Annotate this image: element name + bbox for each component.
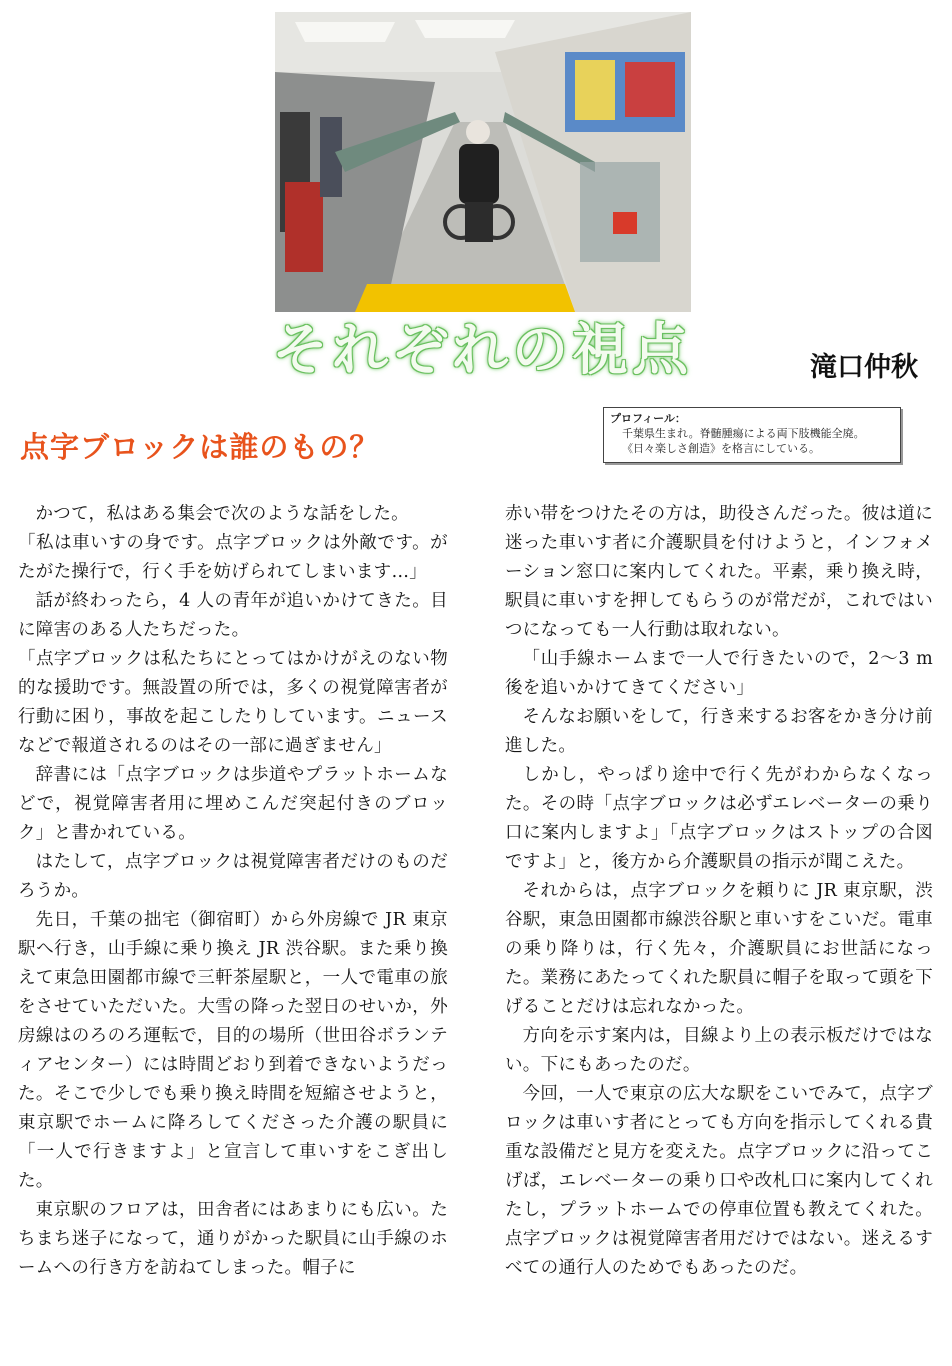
- paragraph: しかし，やっぱり途中で行く先がわからなくなった。その時「点字ブロックは必ずエレベーターの乗り口に案内しますよ」「点字ブロックはストップの合図ですよ」と，後方から介護駅員の指示が聞こえた。: [505, 765, 933, 872]
- paragraph: 今回，一人で東京の広大な駅をこいでみて，点字ブロックは車いす者にとっても方向を指示してくれる貴重な設備だと見方を変えた。点字ブロックに沿ってこげば，エレベーターの乗り口や改札口に案内してくれたし，プラットホームでの停車位置も教えてくれた。点字ブロックは視覚障害者用だけではない。迷えるすべての通行人のためでもあったのだ。: [505, 1084, 933, 1278]
- station-photo: [275, 12, 691, 312]
- paragraph: 「山手線ホームまで一人で行きたいので，2〜3 m 後を追いかけてきてください」: [505, 649, 933, 698]
- profile-heading: プロフィール：: [610, 412, 686, 425]
- paragraph: 東京駅のフロアは，田舎者にはあまりにも広い。たちまち迷子になって，通りがかった駅員に山手線のホームへの行き方を訪ねてしまった。帽子に: [18, 1200, 448, 1278]
- article-column-left: [18, 500, 448, 1283]
- paragraph: 「私は車いすの身です。点字ブロックは外敵です。がたがた操行で，行く手を妨げられてしまいます…」: [18, 533, 448, 582]
- profile-line: 《日々楽しさ創造》を格言にしている。: [622, 442, 820, 455]
- profile-box: [603, 407, 901, 463]
- paragraph: 先日，千葉の拙宅（御宿町）から外房線で JR 東京駅へ行き，山手線に乗り換え JR 渋谷駅。また乗り換えて東急田園都市線で三軒茶屋駅と，一人で電車の旅をさせていただいた。大雪の降った翌日のせいか，外房線はのろのろ運転で，目的の場所（世田谷ボランティアセンター）には時間どおり到着できないようだった。そこで少しでも乗り換え時間を短縮させようと，東京駅でホームに降ろしてくださった介護の駅員に「一人で行きますよ」と宣言して車いすをこぎ出した。: [18, 910, 448, 1191]
- paragraph: かつて，私はある集会で次のような話をした。: [35, 504, 409, 524]
- series-title: それぞれの視点: [272, 318, 692, 383]
- paragraph: 方向を示す案内は，目線より上の表示板だけではない。下にもあったのだ。: [505, 1026, 933, 1075]
- paragraph: 赤い帯をつけたその方は，助役さんだった。彼は道に迷った車いす者に介護駅員を付けようと，インフォメーション窓口に案内してくれた。平素，乗り換え時，駅員に車いすを押してもらうのが常だが，これではいつになっても一人行動は取れない。: [505, 504, 933, 640]
- paragraph: そんなお願いをして，行き来するお客をかき分け前進した。: [505, 707, 933, 756]
- paragraph: はたして，点字ブロックは視覚障害者だけのものだろうか。: [18, 852, 448, 901]
- paragraph: 話が終わったら，4 人の青年が追いかけてきた。目に障害のある人たちだった。: [18, 591, 448, 640]
- profile-line: 千葉県生まれ。脊髄腫瘍による両下肢機能全廃。: [622, 427, 865, 440]
- article-column-right: [505, 500, 933, 1283]
- author-name: 滝口仲秋: [810, 352, 918, 383]
- paragraph: 辞書には「点字ブロックは歩道やプラットホームなどで，視覚障害者用に埋めこんだ突起付きのブロック」と書かれている。: [18, 765, 448, 843]
- paragraph: 「点字ブロックは私たちにとってはかけがえのない物的な援助です。無設置の所では，多くの視覚障害者が行動に困り，事故を起こしたりしています。ニュースなどで報道されるのはその一部に過ぎません」: [18, 649, 448, 756]
- article-headline: 点字ブロックは誰のもの？: [20, 430, 380, 464]
- paragraph: それからは，点字ブロックを頼りに JR 東京駅，渋谷駅，東急田園都市線渋谷駅と車いすをこいだ。電車の乗り降りは，行く先々，介護駅員にお世話になった。業務にあたってくれた駅員に帽子を取って頭を下げることだけは忘れなかった。: [505, 881, 933, 1017]
